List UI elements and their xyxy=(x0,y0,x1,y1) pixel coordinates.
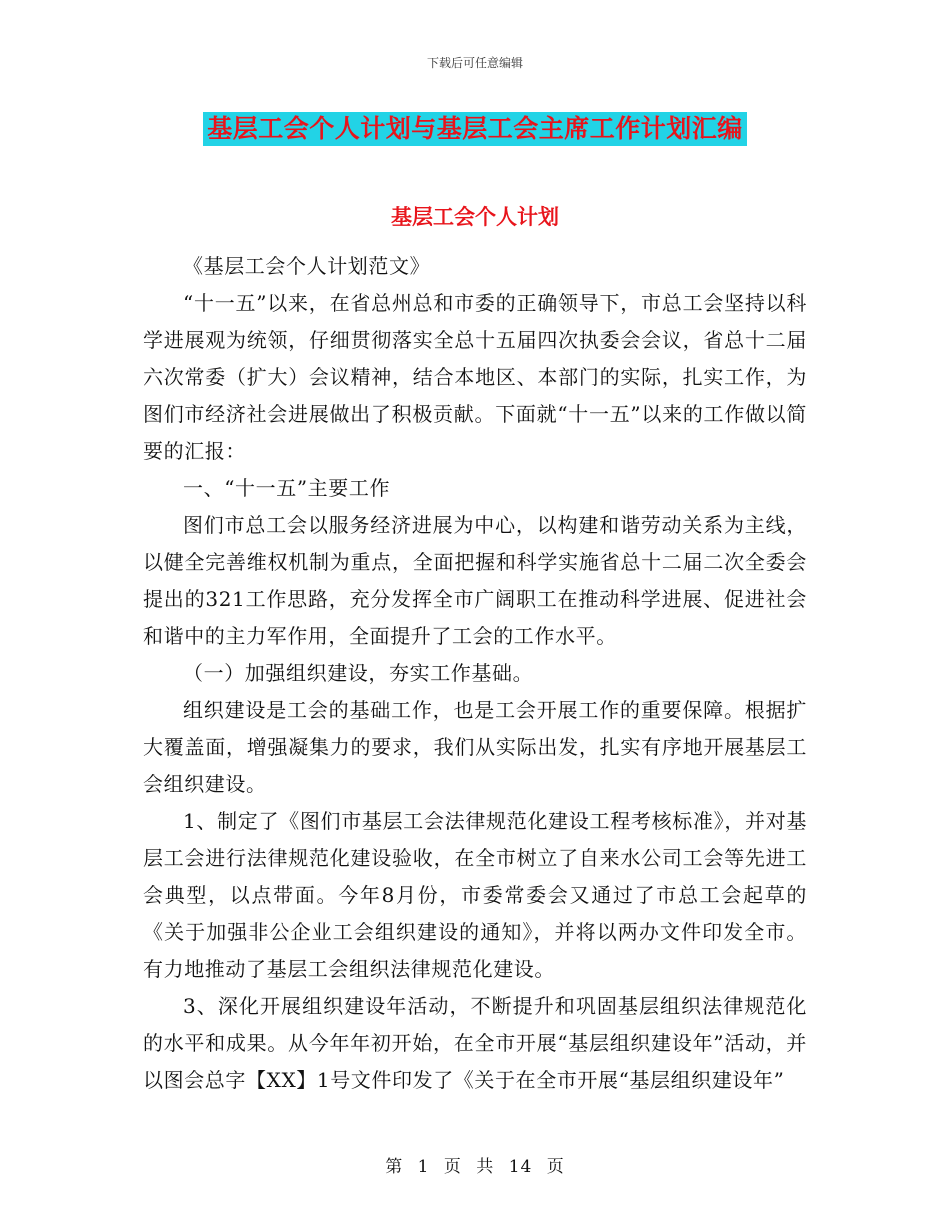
paragraph: “十一五”以来，在省总州总和市委的正确领导下，市总工会坚持以科学进展观为统领，仔细贯彻落实全总十五届四次执委会会议，省总十二届六次常委（扩大）会议精神，结合本地区、本部门的实际，扎实工作，为图们市经济社会进展做出了积极贡献。下面就“十一五”以来的工作做以简要的汇报： xyxy=(143,291,807,463)
footer-total-prefix: 共 xyxy=(476,1157,495,1177)
footer-prefix: 第 xyxy=(385,1157,404,1177)
footer-total-unit: 页 xyxy=(546,1157,565,1177)
paragraph: 《基层工会个人计划范文》 xyxy=(183,254,431,278)
footer-page-unit: 页 xyxy=(443,1157,462,1177)
paragraph: 一、“十一五”主要工作 xyxy=(183,476,391,500)
paragraph: （一）加强组织建设，夯实工作基础。 xyxy=(183,661,534,685)
page-footer xyxy=(0,1152,950,1177)
paragraph: 组织建设是工会的基础工作，也是工会开展工作的重要保障。根据扩大覆盖面，增强凝集力的要求，我们从实际出发，扎实有序地开展基层工会组织建设。 xyxy=(143,698,807,796)
section-title: 基层工会个人计划 xyxy=(391,205,559,229)
current-page-number: 1 xyxy=(417,1157,430,1177)
header-note: 下载后可任意编辑 xyxy=(426,56,523,70)
paragraph: 1、制定了《图们市基层工会法律规范化建设工程考核标准》，并对基层工会进行法律规范化建设验收，在全市树立了自来水公司工会等先进工会典型，以点带面。今年8月份，市委常委会又通过了市总工会起草的《关于加强非公企业工会组织建设的通知》，并将以两办文件印发全市。有力地推动了基层工会组织法律规范化建设。 xyxy=(143,809,807,981)
document-body xyxy=(143,248,807,1099)
paragraph: 图们市总工会以服务经济进展为中心，以构建和谐劳动关系为主线，以健全完善维权机制为重点，全面把握和科学实施省总十二届二次全委会提出的321工作思路，充分发挥全市广阔职工在推动科学进展、促进社会和谐中的主力军作用，全面提升了工会的工作水平。 xyxy=(143,513,807,648)
document-title xyxy=(0,112,950,146)
total-page-count: 14 xyxy=(508,1157,533,1177)
document-title-text: 基层工会个人计划与基层工会主席工作计划汇编 xyxy=(203,112,747,146)
paragraph: 3、深化开展组织建设年活动，不断提升和巩固基层组织法律规范化的水平和成果。从今年年初开始，在全市开展“基层组织建设年”活动，并以图会总字【XX】1号文件印发了《关于在全市开展“基层组织建设年” xyxy=(143,994,807,1092)
